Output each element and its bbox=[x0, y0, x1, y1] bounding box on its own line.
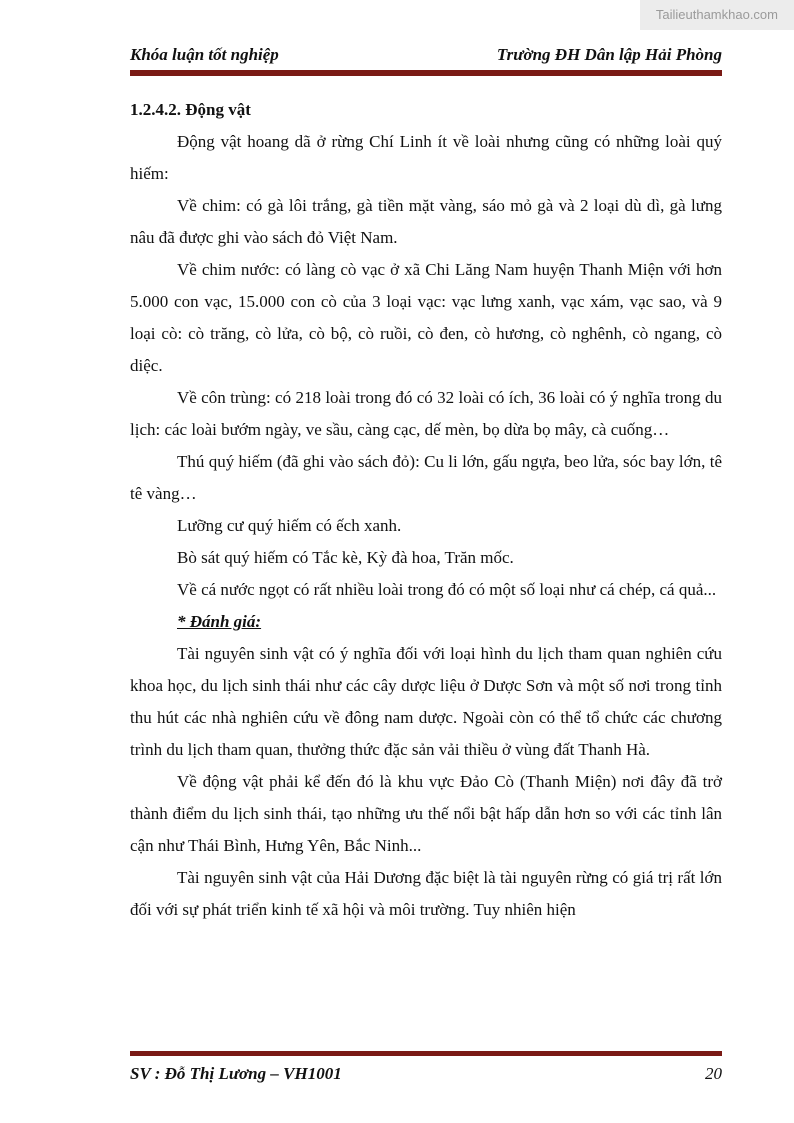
header-rule bbox=[130, 70, 722, 76]
paragraph: Lưỡng cư quý hiếm có ếch xanh. bbox=[177, 516, 402, 535]
paragraph: Tài nguyên sinh vật có ý nghĩa đối với loại hình du lịch tham quan nghiên cứu khoa học, du lịch sinh thái như các cây dược liệu ở Dược Sơn và một số nơi trong tỉnh thu hút các nhà nghiên cứu về đông nam dược. Ngoài còn có thể tổ chức các chương trình du lịch tham quan, thưởng thức đặc sản vải thiều ở vùng đất Thanh Hà. bbox=[130, 644, 722, 759]
paragraph bbox=[130, 606, 722, 638]
section-heading: 1.2.4.2. Động vật bbox=[130, 100, 251, 119]
paragraph: Tài nguyên sinh vật của Hải Dương đặc biệt là tài nguyên rừng có giá trị rất lớn đối với sự phát triển kinh tế xã hội và môi trường. Tuy nhiên hiện bbox=[130, 868, 722, 919]
footer-rule bbox=[130, 1051, 722, 1056]
paragraph: Bò sát quý hiếm có Tắc kè, Kỳ đà hoa, Trăn mốc. bbox=[177, 548, 514, 567]
page-header bbox=[130, 44, 722, 66]
paragraph: Về côn trùng: có 218 loài trong đó có 32 loài có ích, 36 loài có ý nghĩa trong du lịch: các loài bướm ngày, ve sầu, càng cạc, dế mèn, bọ dừa bọ mây, cà cuống… bbox=[130, 388, 722, 439]
paragraph: Về cá nước ngọt có rất nhiều loài trong đó có một số loại như cá chép, cá quả... bbox=[177, 580, 717, 599]
paragraph: Về chim: có gà lôi trắng, gà tiền mặt vàng, sáo mỏ gà và 2 loại dù dì, gà lưng nâu đã được ghi vào sách đỏ Việt Nam. bbox=[130, 196, 722, 247]
header-university: Trường ĐH Dân lập Hải Phòng bbox=[496, 45, 722, 64]
evaluation-label: * Đánh giá: bbox=[177, 612, 262, 631]
watermark: Tailieuthamkhao.com bbox=[640, 0, 794, 30]
document-body bbox=[130, 94, 722, 926]
header-thesis-title: Khóa luận tốt nghiệp bbox=[130, 45, 279, 64]
paragraph: Thú quý hiếm (đã ghi vào sách đỏ): Cu li lớn, gấu ngựa, beo lửa, sóc bay lớn, tê tê vàng… bbox=[130, 452, 722, 503]
paragraph: Động vật hoang dã ở rừng Chí Linh ít về loài nhưng cũng có những loài quý hiếm: bbox=[130, 132, 722, 183]
page-number: 20 bbox=[705, 1064, 722, 1083]
footer-author: SV : Đỗ Thị Lương – VH1001 bbox=[130, 1064, 342, 1083]
page-footer bbox=[130, 1051, 722, 1085]
paragraph: Về chim nước: có làng cò vạc ở xã Chi Lăng Nam huyện Thanh Miện với hơn 5.000 con vạc, 15.000 con cò của 3 loại vạc: vạc lưng xanh, vạc xám, vạc sao, và 9 loại cò: cò trăng, cò lửa, cò bộ, cò ruồi, cò đen, cò hương, cò nghênh, cò ngang, cò diệc. bbox=[130, 260, 722, 375]
paragraph: Về động vật phải kể đến đó là khu vực Đảo Cò (Thanh Miện) nơi đây đã trở thành điểm du lịch sinh thái, tạo những ưu thế nổi bật hấp dẫn hơn so với các tỉnh lân cận như Thái Bình, Hưng Yên, Bắc Ninh... bbox=[130, 772, 722, 855]
